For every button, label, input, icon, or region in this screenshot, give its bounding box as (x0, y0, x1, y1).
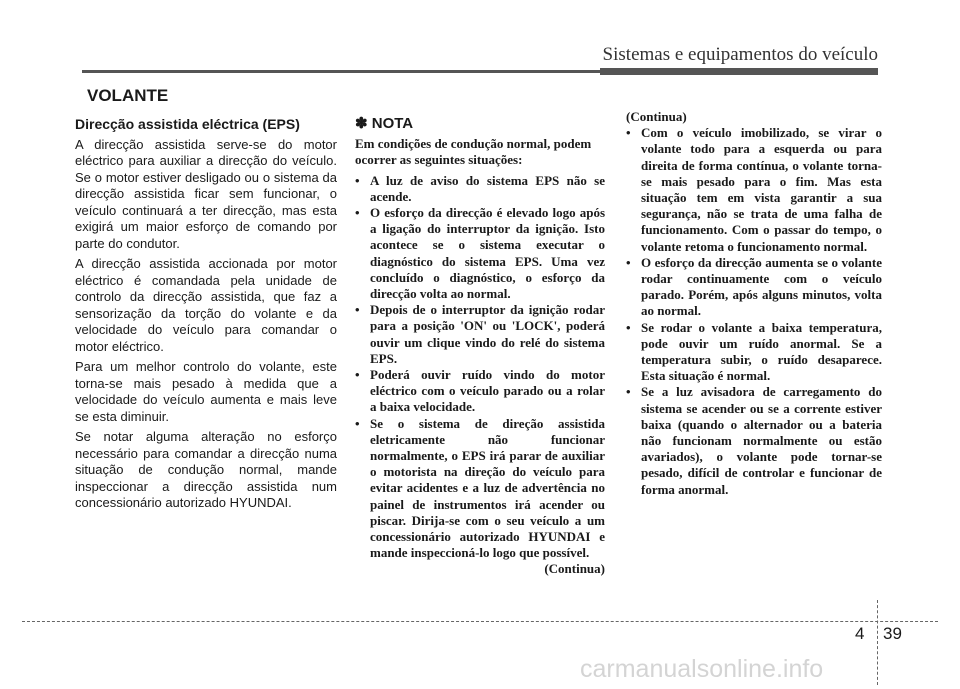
bullet-icon: • (355, 415, 360, 431)
nota-intro: Em condições de condução normal, podem ocorrer as seguintes situações: (355, 136, 592, 168)
continua-label: (Continua) (544, 561, 605, 577)
continua-top-label: (Continua) (626, 109, 687, 124)
eps-paragraph: A direcção assistida serve-se do motor eléctrico para auxiliar a direcção do veículo. Se o motor estiver desligado ou o sistema da direcção assistida ficar sem funcionar, o veículo continuará a ter direcção, mas esta exigirá um maior esforço de comando por parte do condutor. (75, 136, 337, 251)
list-item (626, 255, 882, 320)
footer-divider (877, 600, 878, 685)
bullet-icon: • (355, 302, 360, 318)
header-rule-accent (600, 68, 878, 75)
column-nota (355, 116, 605, 578)
list-item-text: Se a luz avisadora de carregamento do sistema se acender ou se a corrente estiver baixa (quando o alternador ou a bateria não funcionam normalmente ou estão avariados), o volante pode tornar-se pesado, difícil de controlar e funcionar de forma anormal. (641, 384, 882, 497)
list-item-text: Depois de o interruptor da ignição rodar para a posição 'ON' ou 'LOCK', poderá ouvir um clique vindo do relé do sistema EPS. (370, 302, 605, 366)
bullet-icon: • (626, 319, 631, 335)
list-item-text: Poderá ouvir ruído vindo do motor eléctrico com o veículo parado ou a rolar a baixa velocidade. (370, 367, 605, 415)
bullet-icon: • (355, 172, 360, 188)
list-item (355, 302, 605, 367)
list-item (355, 205, 605, 302)
list-item-text: A luz de aviso do sistema EPS não se acende. (370, 172, 605, 204)
bullet-icon: • (626, 384, 631, 400)
list-item-text: O esforço da direcção é elevado logo após a ligação do interruptor da ignição. Isto acontece se o sistema executar o diagnóstico do sistema EPS. Uma vez concluído o diagnóstico, o esforço da direcção volta ao normal. (370, 205, 605, 302)
eps-subheading: Direcção assistida eléctrica (EPS) (75, 116, 300, 132)
list-item (355, 416, 605, 562)
column-eps-description (75, 116, 337, 516)
eps-paragraph: Se notar alguma alteração no esforço necessário para comandar a direcção numa situação de condução normal, mande inspeccionar a direcção assistida num concessionário autorizado HYUNDAI. (75, 429, 337, 510)
column-nota-continued (626, 109, 882, 498)
list-item-text: O esforço da direcção aumenta se o volante rodar continuamente com o veículo parado. Porém, após alguns minutos, volta ao normal. (641, 254, 882, 319)
nota-list-continued (626, 125, 882, 498)
eps-paragraph: Para um melhor controlo do volante, este torna-se mais pesado à medida que a velocidade do veículo aumenta e mais leve se esta diminuir. (75, 359, 337, 424)
bullet-icon: • (626, 254, 631, 270)
page-number: 39 (883, 624, 902, 643)
bullet-icon: • (355, 205, 360, 221)
list-item (626, 384, 882, 497)
list-item-text: Se rodar o volante a baixa temperatura, pode ouvir um ruído anormal. Se a temperatura subir, o ruído desaparece. Esta situação é normal. (641, 319, 882, 384)
bullet-icon: • (355, 367, 360, 383)
header-title: Sistemas e equipamentos do veículo (602, 44, 878, 65)
bullet-icon: • (626, 125, 631, 141)
list-item (355, 367, 605, 416)
list-item (626, 320, 882, 385)
watermark: carmanualsonline.info (580, 655, 824, 683)
nota-title: ✽ NOTA (355, 115, 414, 132)
list-item (626, 125, 882, 255)
eps-paragraph: A direcção assistida accionada por motor eléctrico é comandada pela unidade de controlo da direcção assistida, que faz a sensorização da torção do volante e da velocidade do veículo para comandar o motor eléctrico. (75, 256, 337, 354)
section-heading: VOLANTE (87, 86, 169, 105)
chapter-number: 4 (855, 624, 865, 643)
list-item (355, 173, 605, 205)
footer-rule (22, 621, 938, 622)
list-item-text: Com o veículo imobilizado, se virar o volante todo para a esquerda ou para direita de forma contínua, o volante torna-se mais pesado para o fim. Mas esta situação tem em vista garantir a sua segurança, não se trata de uma falha de funcionamento. Com o passar do tempo, o volante retoma o funcionamento normal. (641, 125, 882, 254)
nota-list (355, 173, 605, 562)
list-item-text: Se o sistema de direção assistida eletricamente não funcionar normalmente, o EPS irá parar de auxiliar o motorista na direção do veículo para evitar acidentes e a luz de advertência no painel de instrumentos irá acender ou piscar. Dirija-se com o seu veículo a um concessionário autorizado HYUNDAI e mande inspeccioná-lo logo que possível. (370, 415, 605, 561)
